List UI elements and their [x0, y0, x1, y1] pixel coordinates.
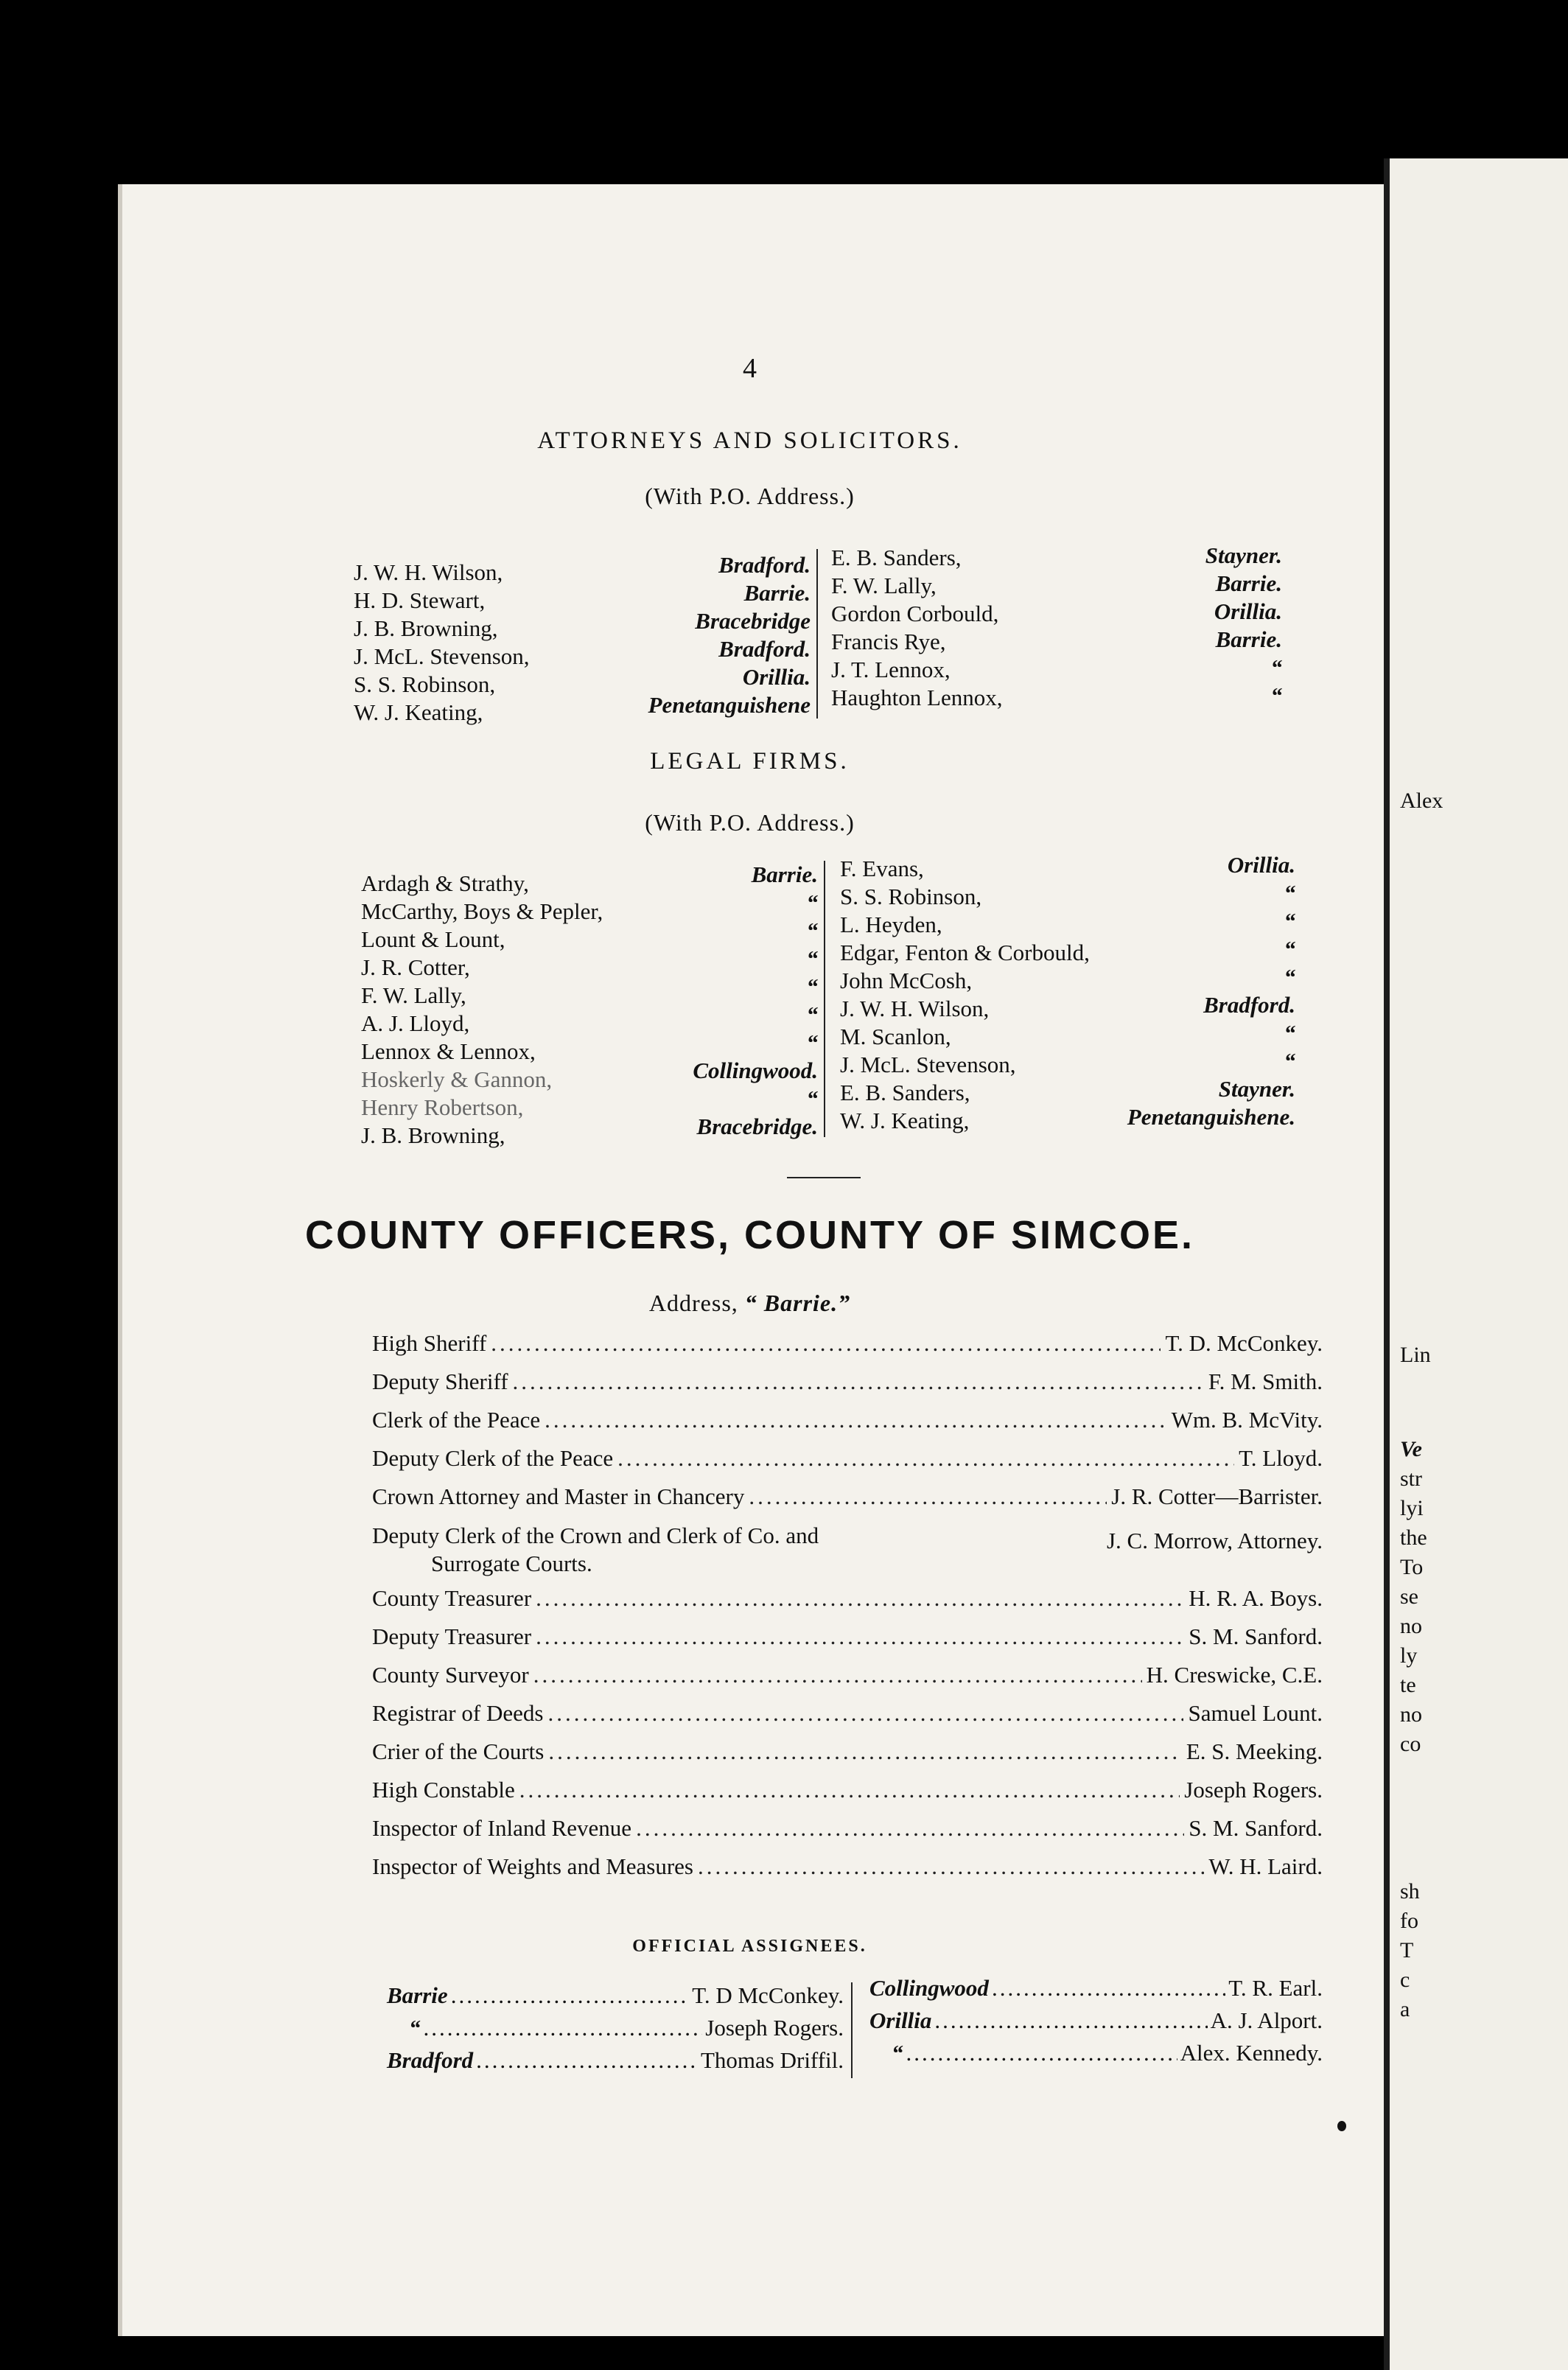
officer-title: Crier of the Courts	[372, 1738, 545, 1764]
leader-dots	[548, 1738, 1182, 1765]
officer-row	[372, 1407, 1323, 1445]
strip-fragment: str	[1400, 1467, 1422, 1491]
firm-place: “	[1284, 1020, 1295, 1046]
firm-name: M. Scanlon,	[840, 1024, 951, 1049]
attorney-place: Orillia.	[1214, 598, 1282, 624]
assignee-name: Thomas Driffil.	[700, 2047, 844, 2073]
firm-name: Hoskerly & Gannon,	[361, 1066, 553, 1092]
officer-name: W. H. Laird.	[1208, 1853, 1323, 1879]
firms-right-names	[840, 855, 1090, 1135]
strip-fragment: lyi	[1400, 1496, 1424, 1520]
strip-fragment: c	[1400, 1968, 1410, 1992]
firm-place: “	[1284, 936, 1295, 962]
officer-title: Deputy Treasurer	[372, 1623, 532, 1649]
firm-place: Collingwood.	[693, 1058, 818, 1083]
firm-place: “	[806, 917, 818, 943]
firms-right-places	[1091, 851, 1295, 1131]
officer-row	[372, 1445, 1323, 1483]
attorney-place: Stayner.	[1205, 542, 1282, 568]
attorney-name: J. McL. Stevenson,	[354, 643, 530, 669]
officer-row	[372, 1368, 1323, 1407]
assignee-place: “	[409, 2015, 421, 2041]
officer-name: H. R. A. Boys.	[1189, 1585, 1323, 1611]
officer-row	[372, 1853, 1323, 1892]
county-officers-list	[372, 1330, 1323, 1892]
firm-name: J. McL. Stevenson,	[840, 1052, 1016, 1077]
leader-dots	[519, 1777, 1180, 1803]
leader-dots	[536, 1623, 1184, 1650]
attorney-place: Bracebridge	[695, 608, 811, 634]
leader-dots	[749, 1483, 1107, 1510]
assignee-row	[869, 2007, 1323, 2040]
assignee-name: A. J. Alport.	[1210, 2007, 1323, 2033]
firm-name: E. B. Sanders,	[840, 1080, 970, 1105]
officer-title: Clerk of the Peace	[372, 1407, 541, 1433]
officer-name: Wm. B. McVity.	[1171, 1407, 1323, 1433]
firm-place: “	[806, 1030, 818, 1055]
officer-row	[372, 1777, 1323, 1815]
officer-row	[372, 1815, 1323, 1853]
officer-name: S. M. Sanford.	[1189, 1815, 1323, 1841]
attorneys-subheading: (With P.O. Address.)	[645, 483, 855, 509]
officer-name: S. M. Sanford.	[1189, 1623, 1323, 1649]
firm-place: Stayner.	[1218, 1076, 1295, 1102]
official-assignees-heading: OFFICIAL ASSIGNEES.	[632, 1937, 867, 1956]
officer-name: T. D. McConkey.	[1165, 1330, 1323, 1356]
attorney-name: E. B. Sanders,	[831, 545, 962, 570]
strip-fragment: no	[1400, 1614, 1422, 1638]
officer-title: Registrar of Deeds	[372, 1700, 544, 1726]
officer-title: Inspector of Weights and Measures	[372, 1853, 693, 1879]
officer-row	[372, 1623, 1323, 1662]
attorneys-left-places	[589, 551, 811, 719]
assignee-place: Collingwood	[869, 1975, 989, 2001]
attorney-place: “	[1270, 682, 1282, 708]
firm-name: John McCosh,	[840, 968, 973, 993]
county-officers-address	[118, 1290, 1382, 1317]
officer-row	[372, 1585, 1323, 1623]
attorney-place: Barrie.	[1215, 570, 1282, 596]
attorney-place: Penetanguishene	[648, 692, 811, 718]
leader-dots	[547, 1700, 1183, 1727]
firm-name: J. R. Cotter,	[361, 954, 470, 980]
attorney-name: S. S. Robinson,	[354, 671, 496, 697]
officer-name: H. Creswicke, C.E.	[1146, 1662, 1323, 1688]
assignee-row	[869, 1975, 1323, 2007]
strip-fragment: se	[1400, 1584, 1418, 1609]
strip-fragment: te	[1400, 1673, 1416, 1697]
section-divider	[787, 1177, 861, 1178]
column-divider	[851, 1982, 853, 2078]
officer-title: Deputy Clerk of the Crown and Clerk of Co. and Surrogate Courts.	[372, 1523, 819, 1576]
officer-name: Samuel Lount.	[1188, 1700, 1323, 1726]
leader-dots	[617, 1445, 1234, 1472]
strip-fragment: sh	[1400, 1879, 1420, 1904]
officer-title: High Constable	[372, 1777, 515, 1803]
assignee-place: Barrie	[387, 1982, 448, 2008]
firm-name: J. W. H. Wilson,	[840, 996, 990, 1021]
officer-title: Inspector of Inland Revenue	[372, 1815, 632, 1841]
assignee-place: Orillia	[869, 2007, 932, 2033]
attorney-name: W. J. Keating,	[354, 699, 483, 725]
officer-title: County Treasurer	[372, 1585, 532, 1611]
attorney-place: Barrie.	[743, 580, 811, 606]
officer-row	[372, 1330, 1323, 1368]
strip-fragment: To	[1400, 1555, 1424, 1579]
officer-name: E. S. Meeking.	[1186, 1738, 1323, 1764]
firm-place: Bracebridge.	[696, 1114, 818, 1139]
firm-name: A. J. Lloyd,	[361, 1010, 470, 1036]
assignee-row	[869, 2040, 1323, 2072]
attorney-name: H. D. Stewart,	[354, 587, 486, 613]
firm-name: L. Heyden,	[840, 912, 942, 937]
firm-place: “	[806, 889, 818, 915]
firm-place: “	[806, 945, 818, 971]
assignee-row	[387, 2015, 844, 2047]
column-divider	[816, 549, 818, 719]
attorney-name: J. T. Lennox,	[831, 657, 951, 682]
strip-fragment: fo	[1400, 1909, 1418, 1933]
assignee-name: Alex. Kennedy.	[1180, 2040, 1323, 2066]
firm-name: J. B. Browning,	[361, 1122, 505, 1148]
attorney-place: Bradford.	[718, 552, 811, 578]
leader-dots	[698, 1853, 1204, 1880]
firm-place: “	[806, 1086, 818, 1111]
firm-name: W. J. Keating,	[840, 1108, 970, 1133]
attorneys-right-places	[1135, 542, 1282, 710]
officer-name: F. M. Smith.	[1208, 1368, 1323, 1394]
leader-dots	[491, 1330, 1161, 1357]
firm-place: Barrie.	[751, 861, 818, 887]
ink-spot	[1337, 2121, 1346, 2131]
officer-row	[372, 1738, 1323, 1777]
attorney-place: “	[1270, 654, 1282, 680]
firm-place: “	[806, 1002, 818, 1027]
firm-name: F. W. Lally,	[361, 982, 466, 1008]
strip-fragment: Alex	[1400, 789, 1443, 813]
legal-firms-subheading: (With P.O. Address.)	[645, 809, 855, 836]
leader-dots	[934, 2007, 1207, 2034]
firm-name: McCarthy, Boys & Pepler,	[361, 898, 603, 924]
strip-fragment: a	[1400, 1997, 1410, 2021]
leader-dots	[513, 1368, 1204, 1395]
officer-row	[372, 1700, 1323, 1738]
firm-place: Penetanguishene.	[1127, 1104, 1295, 1130]
attorney-name: F. W. Lally,	[831, 573, 937, 598]
officer-title: Crown Attorney and Master in Chancery	[372, 1483, 745, 1509]
strip-fragment: the	[1400, 1525, 1427, 1550]
attorney-name: Haughton Lennox,	[831, 685, 1003, 710]
address-place: “ Barrie.”	[744, 1290, 851, 1316]
leader-dots	[636, 1815, 1184, 1842]
leader-dots	[536, 1585, 1184, 1612]
leader-dots	[533, 1662, 1142, 1688]
officer-title: High Sheriff	[372, 1330, 487, 1356]
column-divider	[824, 861, 825, 1137]
firm-place: “	[1284, 1048, 1295, 1074]
firm-place: “	[1284, 964, 1295, 990]
strip-fragment: Lin	[1400, 1343, 1431, 1367]
firm-name: Edgar, Fenton & Corbould,	[840, 940, 1090, 965]
strip-fragment: T	[1400, 1938, 1414, 1962]
attorney-name: Francis Rye,	[831, 629, 946, 654]
firm-name: Henry Robertson,	[361, 1094, 524, 1120]
firms-left-names	[361, 870, 603, 1150]
attorneys-right-names	[831, 544, 1002, 712]
officer-title: Deputy Sheriff	[372, 1368, 508, 1394]
firm-name: Lount & Lount,	[361, 926, 505, 952]
firm-name: F. Evans,	[840, 856, 924, 881]
officer-name: T. Lloyd.	[1239, 1445, 1323, 1471]
firms-left-places	[634, 861, 818, 1141]
officer-name: J. C. Morrow, Attorney.	[1106, 1528, 1323, 1553]
firm-place: “	[1284, 908, 1295, 934]
assignee-row	[387, 1982, 844, 2015]
attorney-name: J. W. H. Wilson,	[354, 559, 503, 585]
officer-name: J. R. Cotter—Barrister.	[1111, 1483, 1323, 1509]
firm-place: Bradford.	[1203, 992, 1295, 1018]
assignee-name: T. D McConkey.	[692, 1982, 844, 2008]
leader-dots	[906, 2040, 1177, 2066]
firm-place: Orillia.	[1227, 852, 1295, 878]
assignee-place: Bradford	[387, 2047, 474, 2073]
page-number: 4	[743, 353, 757, 384]
officer-row	[372, 1522, 1323, 1585]
adjacent-page-strip	[1384, 158, 1568, 2370]
strip-fragment: ly	[1400, 1643, 1418, 1668]
leader-dots	[545, 1407, 1167, 1433]
legal-firms-heading: LEGAL FIRMS.	[650, 748, 850, 775]
county-officers-heading: COUNTY OFFICERS, COUNTY OF SIMCOE.	[304, 1213, 1195, 1257]
assignees-right	[869, 1975, 1323, 2072]
officer-title: Deputy Clerk of the Peace	[372, 1445, 614, 1471]
firm-name: Lennox & Lennox,	[361, 1038, 536, 1064]
attorneys-heading: ATTORNEYS AND SOLICITORS.	[537, 427, 962, 454]
assignee-name: T. R. Earl.	[1228, 1975, 1323, 2001]
assignees-left	[387, 1982, 844, 2080]
attorney-place: Bradford.	[718, 636, 811, 662]
strip-fragment: no	[1400, 1702, 1422, 1727]
strip-fragment: Ve	[1400, 1437, 1422, 1461]
assignee-name: Joseph Rogers.	[705, 2015, 844, 2041]
assignee-place: “	[892, 2040, 903, 2066]
officer-row	[372, 1662, 1323, 1700]
attorney-name: Gordon Corbould,	[831, 601, 999, 626]
attorney-name: J. B. Browning,	[354, 615, 498, 641]
leader-dots	[992, 1975, 1225, 2002]
attorney-place: Orillia.	[742, 664, 811, 690]
attorneys-left-names	[354, 559, 530, 727]
strip-fragment: co	[1400, 1732, 1421, 1756]
firm-name: Ardagh & Strathy,	[361, 870, 529, 896]
firm-place: “	[1284, 880, 1295, 906]
attorney-place: Barrie.	[1215, 626, 1282, 652]
firm-place: “	[806, 973, 818, 999]
officer-name: Joseph Rogers.	[1184, 1777, 1323, 1803]
address-label: Address,	[648, 1290, 738, 1316]
firm-name: S. S. Robinson,	[840, 884, 982, 909]
officer-row	[372, 1483, 1323, 1522]
officer-title: County Surveyor	[372, 1662, 529, 1688]
leader-dots	[424, 2015, 703, 2041]
leader-dots	[451, 1982, 690, 2009]
leader-dots	[476, 2047, 698, 2074]
assignee-row	[387, 2047, 844, 2080]
